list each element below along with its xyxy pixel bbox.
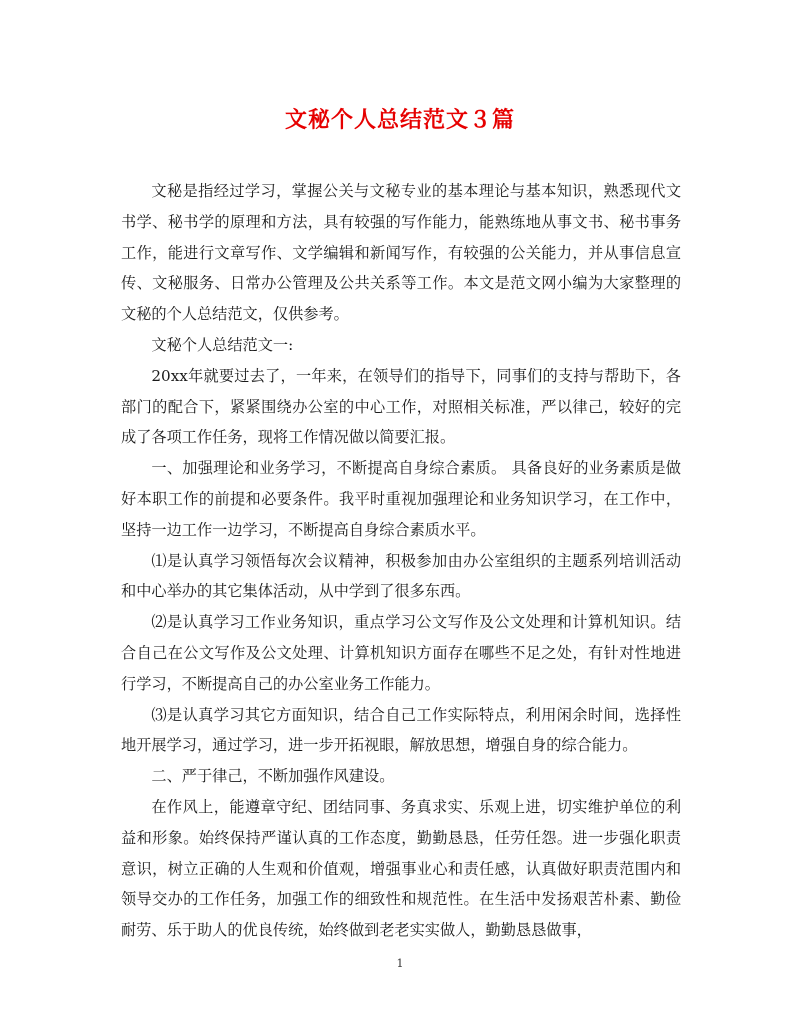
page-number: 1 — [396, 957, 404, 970]
paragraph-intro: 文秘是指经过学习，掌握公关与文秘专业的基本理论与基本知识，熟悉现代文书学、秘书学的原理和方法，具有较强的写作能力，能熟练地从事文书、秘书事务工作，能进行文章写作、文学编辑和新闻写作，有较强的公关能力，并从事信息宣传、文秘服务、日常办公管理及公共关系等工作。本文是范文网小编为大家整理的文秘的个人总结范文，仅供参考。 — [121, 182, 681, 324]
paragraph-subpoint-3: ⑶是认真学习其它方面知识，结合自己工作实际特点，利用闲余时间，选择性地开展学习，通过学习，进一步开拓视眼，解放思想，增强自身的综合能力。 — [121, 705, 681, 755]
paragraph-subpoint-1: ⑴是认真学习领悟每次会议精神，积极参加由办公室组织的主题系列培训活动和中心举办的其它集体活动，从中学到了很多东西。 — [121, 551, 681, 601]
paragraph-section-heading: 文秘个人总结范文一: — [151, 335, 294, 354]
paragraph-work-style: 在作风上，能遵章守纪、团结同事、务真求实、乐观上进，切实维护单位的利益和形象。始终保持严谨认真的工作态度，勤勤恳恳，任劳任怨。进一步强化职责意识，树立正确的人生观和价值观，增强事业心和责任感，认真做好职责范围内和领导交办的工作任务，加强工作的细致性和规范性。在生活中发扬艰苦朴素、勤俭耐劳、乐于助人的优良传统，始终做到老老实实做人，勤勤恳恳做事， — [121, 797, 681, 940]
document-body — [121, 176, 681, 946]
paragraph-point-two: 二、严于律己，不断加强作风建设。 — [151, 767, 395, 786]
paragraph-point-one: 一、加强理论和业务学习，不断提高自身综合素质。 具备良好的业务素质是做好本职工作的前提和必要条件。我平时重视加强理论和业务知识学习，在工作中，坚持一边工作一边学习，不断提高自身综合素质水平。 — [121, 459, 681, 539]
document-title: 文秘个人总结范文３篇 — [284, 107, 515, 133]
paragraph-year-summary: 20xx年就要过去了，一年来，在领导们的指导下，同事们的支持与帮助下，各部门的配合下，紧紧围绕办公室的中心工作，对照相关标准，严以律己，较好的完成了各项工作任务，现将工作情况做以简要汇报。 — [121, 366, 681, 447]
paragraph-subpoint-2: ⑵是认真学习工作业务知识，重点学习公文写作及公文处理和计算机知识。结合自己在公文写作及公文处理、计算机知识方面存在哪些不足之处，有针对性地进行学习，不断提高自己的办公室业务工作能力。 — [121, 613, 681, 693]
